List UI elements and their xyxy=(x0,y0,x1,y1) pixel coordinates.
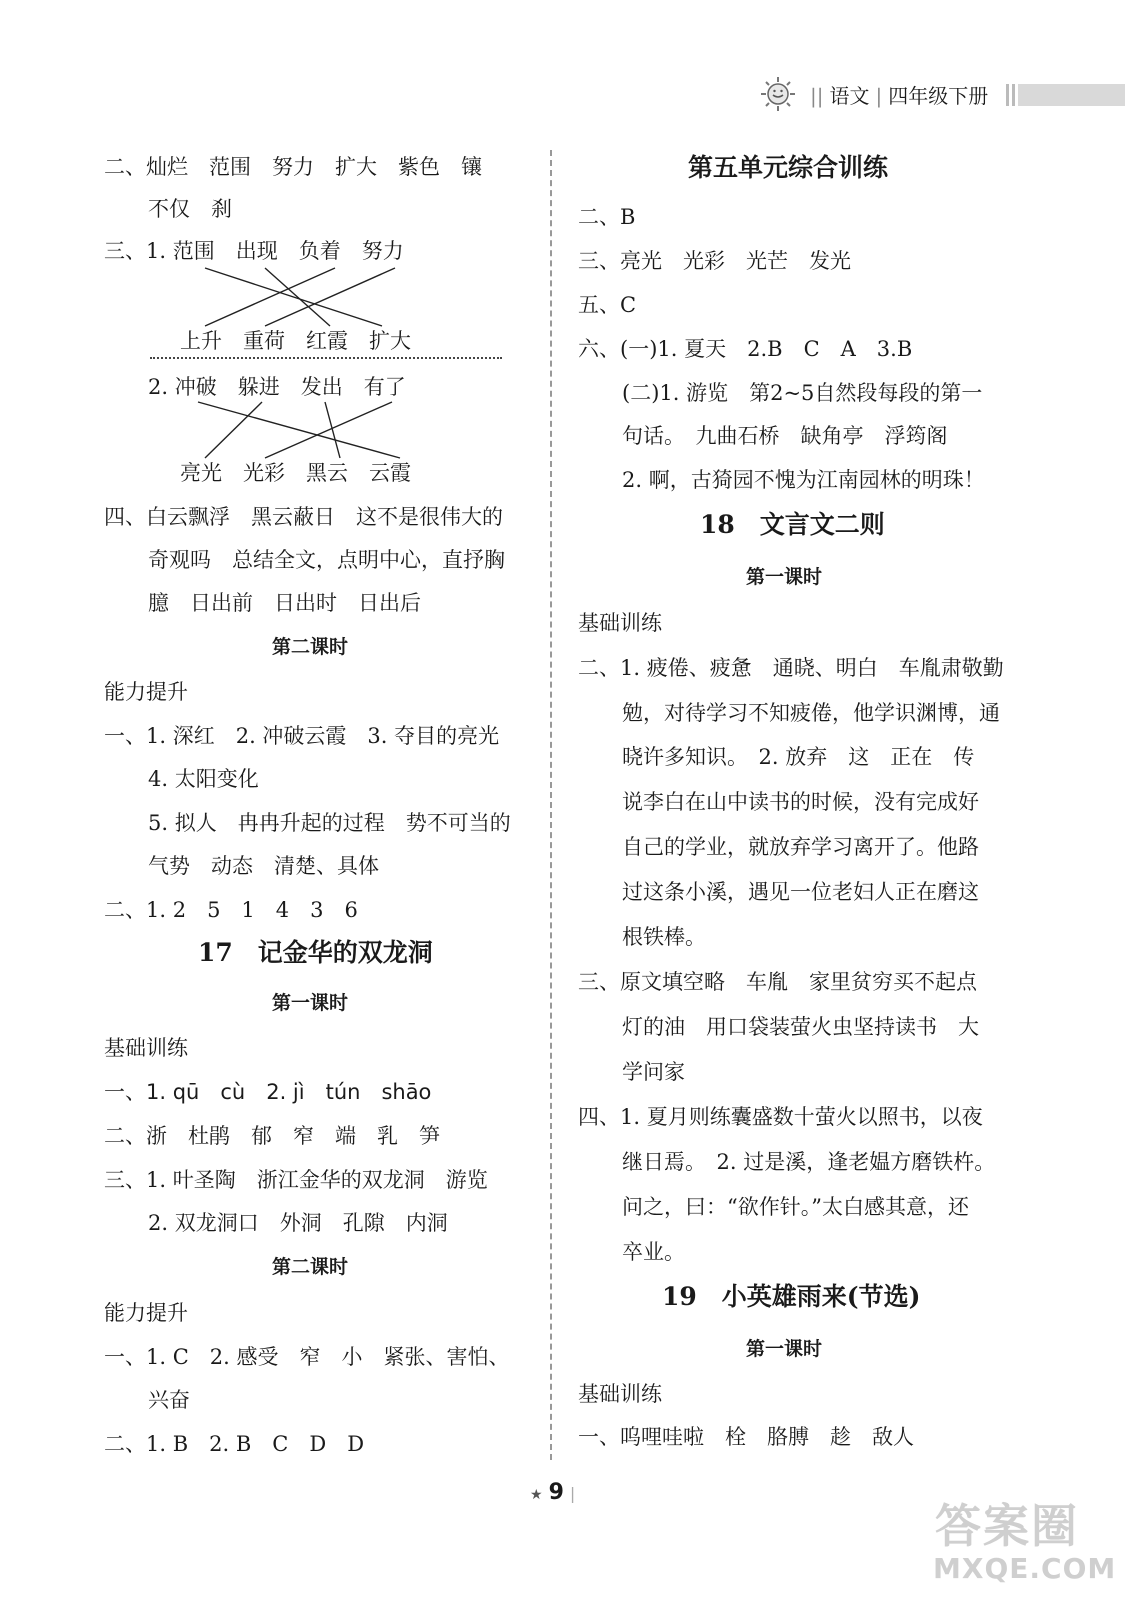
matching-lines-2 xyxy=(0,0,600,500)
answer-line: 三、亮光 光彩 光芒 发光 xyxy=(578,249,851,273)
answer-line: 能力提升 xyxy=(104,1301,188,1325)
section-heading: 第一课时 xyxy=(746,1338,823,1360)
answer-line: 兴奋 xyxy=(148,1388,190,1412)
page-number-value: 9 xyxy=(548,1480,564,1505)
watermark xyxy=(925,1490,1115,1590)
sun-icon xyxy=(760,76,796,112)
answer-line: 2. 啊，古猗园不愧为江南园林的明珠！ xyxy=(622,468,985,492)
answer-line: 句话。 九曲石桥 缺角亭 浮筠阁 xyxy=(622,424,948,448)
answer-line: 5. 拟人 冉冉升起的过程 势不可当的 xyxy=(148,811,511,835)
answer-line: 四、1. 夏月则练囊盛数十萤火以照书，以夜 xyxy=(578,1105,983,1129)
answer-line: 五、C xyxy=(578,293,637,317)
answer-line: 奇观吗 总结全文，点明中心，直抒胸 xyxy=(148,548,505,572)
answer-line: 一、1. 深红 2. 冲破云霞 3. 夺目的亮光 xyxy=(104,724,500,748)
section-heading: 第二课时 xyxy=(272,1256,349,1278)
answer-line: 4. 太阳变化 xyxy=(148,767,259,791)
answer-line: 自己的学业，就放弃学习离开了。他路 xyxy=(622,835,979,859)
section-heading: 第一课时 xyxy=(272,992,349,1014)
answer-line: 2. 双龙洞口 外洞 孔隙 内洞 xyxy=(148,1211,448,1235)
lesson-title: 17 记金华的双龙洞 xyxy=(198,938,433,967)
header-subject: 语文 xyxy=(829,84,870,108)
answer-line: 基础训练 xyxy=(578,611,662,635)
answer-line: 说李白在山中读书的时候，没有完成好 xyxy=(622,790,979,814)
unit-title: 第五单元综合训练 xyxy=(688,153,889,182)
header-label: || 语文 | 四年级下册 xyxy=(810,84,989,108)
answer-line: 二、1. 2 5 1 4 3 6 xyxy=(104,898,358,922)
section-heading: 第二课时 xyxy=(272,636,349,658)
answer-line: 卒业。 xyxy=(622,1240,685,1264)
answer-line: 灯的油 用口袋装萤火虫坚持读书 大 xyxy=(622,1015,979,1039)
answer-line: 基础训练 xyxy=(578,1382,662,1406)
section-heading: 第一课时 xyxy=(746,566,823,588)
page-header xyxy=(760,76,1125,110)
page-number: ★ 9 | xyxy=(530,1480,576,1505)
answer-line: 上升 重荷 红霞 扩大 xyxy=(180,329,411,353)
answer-line: 一、1. C 2. 感受 窄 小 紧张、害怕、 xyxy=(104,1345,510,1369)
answer-line: 过这条小溪，遇见一位老妇人正在磨这 xyxy=(622,880,979,904)
answer-line: 三、1. 叶圣陶 浙江金华的双龙洞 游览 xyxy=(104,1168,488,1192)
answer-line: 亮光 光彩 黑云 云霞 xyxy=(180,461,411,485)
answer-line: 四、白云飘浮 黑云蔽日 这不是很伟大的 xyxy=(104,505,503,529)
answer-line: 三、1. 范围 出现 负着 努力 xyxy=(104,239,404,263)
answer-line: 二、1. B 2. B C D D xyxy=(104,1432,365,1456)
star-icon: ★ xyxy=(530,1487,543,1503)
answer-line: 不仅 刹 xyxy=(148,197,232,221)
lesson-title: 19 小英雄雨来(节选) xyxy=(662,1282,921,1311)
answer-line: (二)1. 游览 第2~5自然段每段的第一 xyxy=(622,381,983,405)
answer-line: 继日焉。 2. 过是溪，逢老媪方磨铁杵。 xyxy=(622,1150,996,1174)
answer-line: 二、1. 疲倦、疲惫 通晓、明白 车胤肃敬勤 xyxy=(578,656,1004,680)
answer-line: 基础训练 xyxy=(104,1036,188,1060)
answer-line: 六、(一)1. 夏天 2.B C A 3.B xyxy=(578,337,913,361)
answer-line: 臆 日出前 日出时 日出后 xyxy=(148,591,421,615)
answer-line: 二、浙 杜鹃 郁 窄 端 乳 笋 xyxy=(104,1124,440,1148)
watermark-url: MXQE.COM xyxy=(933,1552,1117,1585)
answer-line: 二、灿烂 范围 努力 扩大 紫色 镶 xyxy=(104,155,482,179)
answer-line: 2. 冲破 躲进 发出 有了 xyxy=(148,375,406,399)
header-grade: 四年级下册 xyxy=(888,84,989,108)
answer-line: 一、呜哩哇啦 栓 胳膊 趁 敌人 xyxy=(578,1425,914,1449)
watermark-logo-text: 答案圈 xyxy=(935,1499,1079,1553)
answer-line: 一、1. qū cù 2. jì tún shāo xyxy=(104,1080,432,1104)
answer-line: 能力提升 xyxy=(104,680,188,704)
answer-line: 根铁棒。 xyxy=(622,925,706,949)
answer-line: 勉，对待学习不知疲倦，他学识渊博，通 xyxy=(622,701,1000,725)
answer-line: 气势 动态 清楚、具体 xyxy=(148,854,379,878)
answer-line: 学问家 xyxy=(622,1060,685,1084)
answer-line: 二、B xyxy=(578,205,636,229)
lesson-title: 18 文言文二则 xyxy=(700,510,885,539)
header-decor-bar xyxy=(1018,84,1125,106)
answer-line: 晓许多知识。 2. 放弃 这 正在 传 xyxy=(622,745,975,769)
answer-line: 三、原文填空略 车胤 家里贫穷买不起点 xyxy=(578,970,977,994)
answer-line: 问之，曰：“欲作针。”太白感其意，还 xyxy=(622,1195,969,1219)
